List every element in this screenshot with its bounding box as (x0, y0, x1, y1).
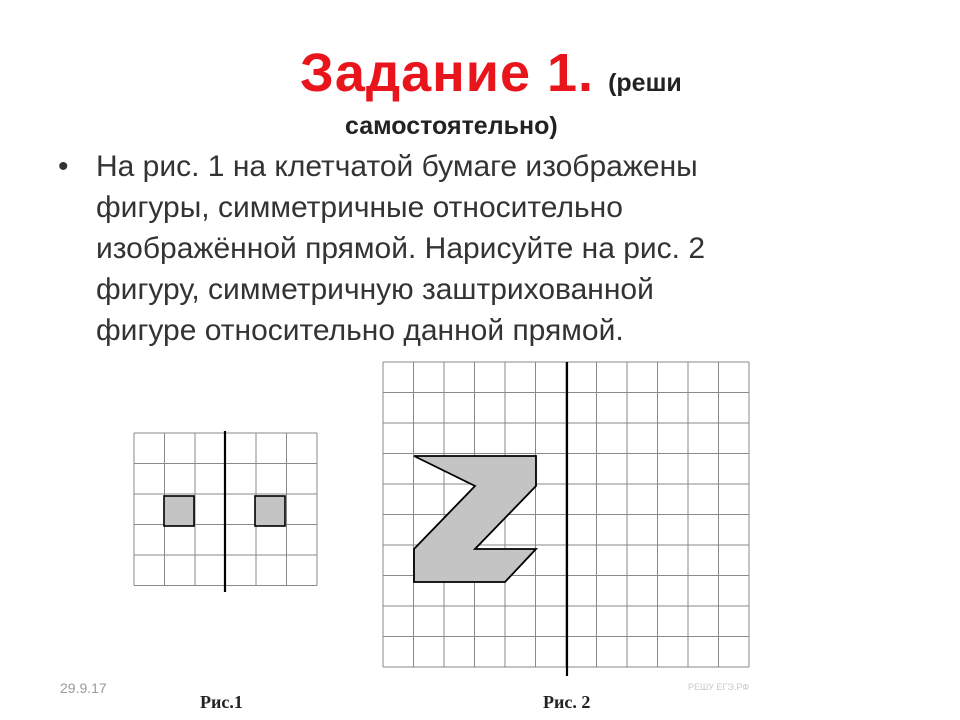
slide-date: 29.9.17 (60, 680, 107, 696)
task-text-line: фигуре относительно данной прямой. (96, 314, 624, 347)
bullet-icon: • (58, 150, 69, 183)
task-subtitle-line2: самостоятельно) (345, 112, 558, 140)
task-text-line: На рис. 1 на клетчатой бумаге изображены (96, 150, 698, 183)
watermark: РЕШУ ЕГЭ.РФ (688, 682, 750, 692)
figure-1-caption: Рис.1 (200, 692, 243, 712)
figure-1 (134, 431, 317, 592)
figure-2-shaded-shape (414, 456, 536, 582)
figure-2-caption: Рис. 2 (543, 692, 591, 712)
task-subtitle-line1: (реши (608, 69, 682, 97)
figure-2 (383, 362, 749, 676)
figure-1-square-right (255, 496, 285, 526)
task-title: Задание 1. (300, 43, 595, 103)
task-text-line: фигуры, симметричные относительно (96, 191, 623, 224)
task-text-line: изображённой прямой. Нарисуйте на рис. 2 (96, 232, 706, 265)
figure-1-square-left (164, 496, 194, 526)
task-text-line: фигуру, симметричную заштрихованной (96, 273, 654, 306)
